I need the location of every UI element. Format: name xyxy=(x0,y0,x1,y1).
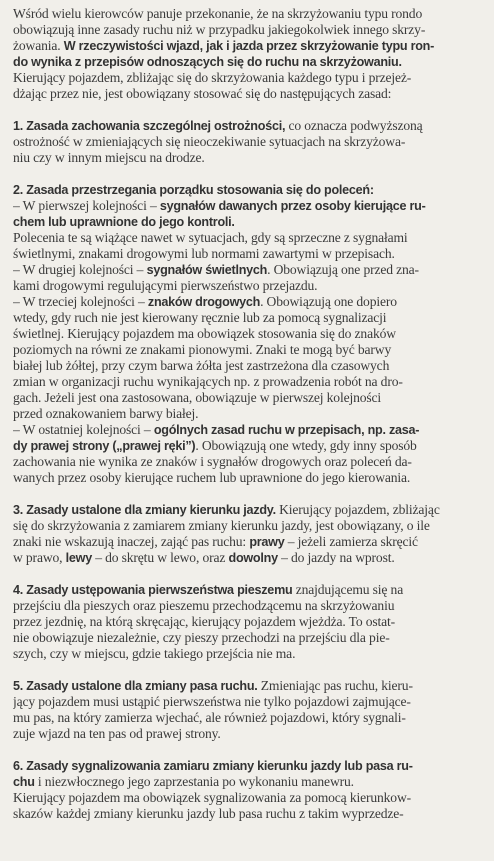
text-line xyxy=(13,694,482,710)
text-run: Zmieniając pas ruchu, kieru- xyxy=(257,678,413,693)
text-run: jący pojazdem musi ustąpić pierwszeństwa nie tylko pojazdowi zajmujące- xyxy=(13,694,411,709)
text-line xyxy=(13,246,482,262)
text-line xyxy=(13,342,482,358)
text-line xyxy=(13,86,482,102)
text-run: zmian w organizacji ruchu wynikających np. z prowadzenia robót na dro- xyxy=(13,374,403,389)
text-line xyxy=(13,758,482,774)
text-line xyxy=(13,806,482,822)
text-run: – W drugiej kolejności – xyxy=(13,262,147,277)
text-run: nie obowiązuje niezależnie, czy pieszy przechodzi na przejściu dla pie- xyxy=(13,630,390,645)
text-run: . Obowiązują one dopiero xyxy=(260,294,397,309)
bold-run: do wynika z przepisów odnoszących się do ruchu na skrzyżowaniu. xyxy=(13,55,402,69)
bold-run: 3. Zasady ustalone dla zmiany kierunku jazdy. xyxy=(13,503,276,517)
bold-run: dowolny xyxy=(228,551,278,565)
text-run: . Obowiązują one przed zna- xyxy=(267,262,419,277)
text-run: Polecenia te są wiążące nawet w sytuacjach, gdy są sprzeczne z sygnałami xyxy=(13,230,408,245)
section-1 xyxy=(13,118,482,166)
bold-run: chem lub uprawnione do jego kontroli. xyxy=(13,215,235,229)
text-line xyxy=(13,550,482,566)
text-run: i niezwłocznego jego zaprzestania po wykonaniu manewru. xyxy=(34,774,354,789)
text-run: Kierujący pojazdem ma obowiązek sygnalizowania za pomocą kierunkow- xyxy=(13,790,411,805)
text-run: przez jezdnię, na którą skręcając, kierujący pojazdem wjeżdża. To ostat- xyxy=(13,614,396,629)
text-line xyxy=(13,358,482,374)
bold-run: dy prawej strony („prawej ręki”) xyxy=(13,439,196,453)
text-run: przejściu dla pieszych oraz pieszemu przechodzącemu na skrzyżowaniu xyxy=(13,598,395,613)
text-run: znaki nie wskazują inaczej, zająć pas ruchu: xyxy=(13,534,250,549)
text-line xyxy=(13,70,482,86)
text-line xyxy=(13,22,482,38)
text-line xyxy=(13,614,482,630)
text-run: ostrożność w zmieniających się nieoczekiwanie sytuacjach na skrzyżowa- xyxy=(13,134,406,149)
text-run: w prawo, xyxy=(13,550,66,565)
text-run: Wśród wielu kierowców panuje przekonanie, że na skrzyżowaniu typu rondo xyxy=(13,6,423,21)
bold-run: 5. Zasady ustalone dla zmiany pasa ruchu. xyxy=(13,679,258,693)
text-line xyxy=(13,646,482,662)
text-line xyxy=(13,454,482,470)
text-line xyxy=(13,374,482,390)
text-line xyxy=(13,390,482,406)
text-run: – do skrętu w lewo, oraz xyxy=(91,550,229,565)
text-run: niu czy w innym miejscu na drodze. xyxy=(13,150,205,165)
bold-run: lewy xyxy=(65,551,92,565)
text-line xyxy=(13,294,482,310)
bold-run: sygnałów świetlnych xyxy=(146,263,268,277)
bold-run: 2. Zasada przestrzegania porządku stosowania się do poleceń: xyxy=(13,183,374,197)
text-run: wtedy, gdy ruch nie jest kierowany ręcznie lub za pomocą sygnalizacji xyxy=(13,310,387,325)
text-line xyxy=(13,406,482,422)
text-run: zuje wjazd na ten pas od prawej strony. xyxy=(13,726,221,741)
section-5 xyxy=(13,678,482,742)
text-line xyxy=(13,310,482,326)
text-line xyxy=(13,278,482,294)
text-line xyxy=(13,134,482,150)
text-run: znajdującemu się na xyxy=(292,582,404,597)
bold-run: sygnałów dawanych przez osoby kierujące ru- xyxy=(159,199,426,213)
text-line xyxy=(13,326,482,342)
text-run: świetlnej. Kierujący pojazdem ma obowiązek stosowania się do znaków xyxy=(13,326,396,341)
text-line xyxy=(13,534,482,550)
text-run: kami drogowymi regulującymi pierwszeństwo przejazdu. xyxy=(13,278,318,293)
text-line xyxy=(13,182,482,198)
text-run: szych, czy w miejscu, gdzie takiego przejścia nie ma. xyxy=(13,646,296,661)
text-line xyxy=(13,790,482,806)
text-run: – do jazdy na wprost. xyxy=(277,550,395,565)
text-line xyxy=(13,6,482,22)
text-run: – jeżeli zamierza skręcić xyxy=(284,534,418,549)
text-line xyxy=(13,774,482,790)
text-line xyxy=(13,54,482,70)
text-run: skazów każdej zmiany kierunku jazdy lub pasa ruchu z takim wyprzedze- xyxy=(13,806,404,821)
text-line xyxy=(13,470,482,486)
section-4 xyxy=(13,582,482,662)
text-line xyxy=(13,38,482,54)
text-run: zachowania nie wynika ze znaków i sygnałów drogowych oraz poleceń da- xyxy=(13,454,412,469)
text-line xyxy=(13,230,482,246)
bold-run: ogólnych zasad ruchu w przepisach, np. zasa- xyxy=(153,423,420,437)
text-run: świetlnymi, znakami drogowymi lub normami zawartymi w przepisach. xyxy=(13,246,395,261)
text-line xyxy=(13,678,482,694)
text-run: dżając przez nie, jest obowiązany stosować się do następujących zasad: xyxy=(13,86,392,101)
bold-run: chu xyxy=(13,775,35,789)
text-line xyxy=(13,726,482,742)
text-line xyxy=(13,598,482,614)
bold-run: 6. Zasady sygnalizowania zamiaru zmiany kierunku jazdy lub pasa ru- xyxy=(13,759,413,773)
text-run: poziomych na równi ze znakami pionowymi. Znaki te mogą być barwy xyxy=(13,342,392,357)
bold-run: znaków drogowych xyxy=(147,295,261,309)
bold-run: 4. Zasady ustępowania pierwszeństwa pieszemu xyxy=(13,583,293,597)
text-run: mu pas, na który zamierza wjechać, ale również pojazdowi, który sygnali- xyxy=(13,710,406,725)
text-run: – W trzeciej kolejności – xyxy=(13,294,148,309)
text-run: Kierujący pojazdem, zbliżając xyxy=(275,502,440,517)
text-run: – W pierwszej kolejności – xyxy=(13,198,160,213)
text-run: wanych przez osoby kierujące ruchem lub uprawnione do jego kierowania. xyxy=(13,470,411,485)
text-line xyxy=(13,518,482,534)
bold-run: 1. Zasada zachowania szczególnej ostrożności, xyxy=(13,119,286,133)
text-line xyxy=(13,710,482,726)
text-run: co oznacza podwyższoną xyxy=(285,118,423,133)
section-2 xyxy=(13,182,482,486)
text-run: przed oznakowaniem barwy białej. xyxy=(13,406,199,421)
text-run: się do skrzyżowania z zamiarem zmiany kierunku jazdy, jest obowiązany, o ile xyxy=(13,518,430,533)
text-line xyxy=(13,630,482,646)
text-line xyxy=(13,150,482,166)
text-run: żowania. xyxy=(13,38,64,53)
text-run: gach. Jeżeli jest ona zastosowana, obowiązuje w pierwszej kolejności xyxy=(13,390,382,405)
text-run: Kierujący pojazdem, zbliżając się do skrzyżowania każdego typu i przejeż- xyxy=(13,70,412,85)
text-line xyxy=(13,582,482,598)
text-line xyxy=(13,262,482,278)
text-line xyxy=(13,214,482,230)
text-line xyxy=(13,502,482,518)
text-line xyxy=(13,118,482,134)
section-3 xyxy=(13,502,482,566)
text-run: białej lub żółtej, przy czym barwa żółta jest zastrzeżona dla czasowych xyxy=(13,358,390,373)
text-run: – W ostatniej kolejności – xyxy=(13,422,154,437)
text-line xyxy=(13,422,482,438)
bold-run: prawy xyxy=(249,535,285,549)
section-6 xyxy=(13,758,482,822)
bold-run: W rzeczywistości wjazd, jak i jazda przez skrzyżowanie typu ron- xyxy=(63,39,435,53)
text-run: . Obowiązują one wtedy, gdy inny sposób xyxy=(195,438,417,453)
text-run: obowiązują inne zasady ruchu niż w przypadku jakiegokolwiek innego skrzy- xyxy=(13,22,426,37)
text-line xyxy=(13,438,482,454)
text-line xyxy=(13,198,482,214)
intro-paragraph xyxy=(13,6,482,102)
